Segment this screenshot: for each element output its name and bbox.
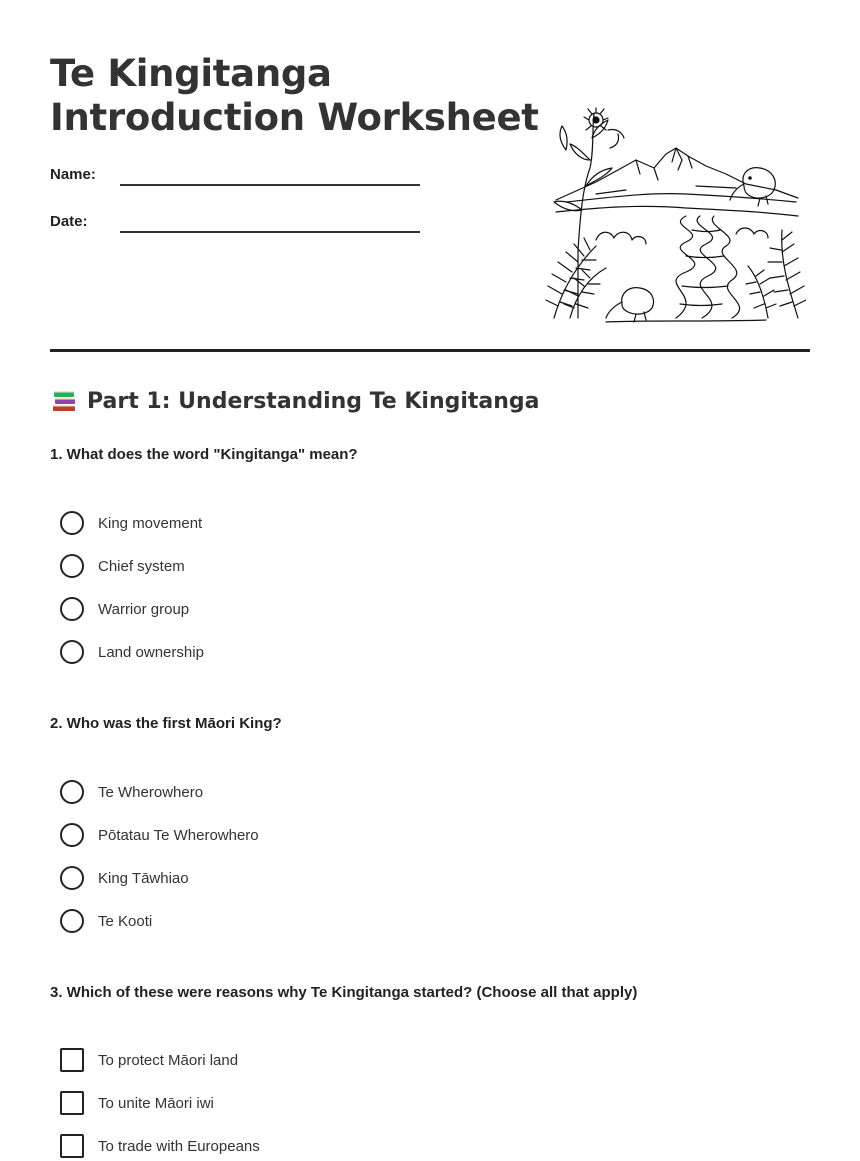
date-input-line[interactable] (120, 231, 420, 233)
option-label: To unite Māori iwi (98, 1094, 214, 1112)
name-label: Name: (50, 166, 96, 183)
q3-option-2[interactable] (60, 1090, 214, 1116)
header-divider (50, 349, 810, 352)
radio-button[interactable] (60, 554, 84, 578)
worksheet-page (50, 0, 810, 1161)
question-2: 2. Who was the first Māori King? (50, 715, 282, 732)
q2-option-4[interactable] (60, 908, 152, 934)
option-label: Pōtatau Te Wherowhero (98, 826, 259, 844)
radio-button[interactable] (60, 823, 84, 847)
radio-button[interactable] (60, 511, 84, 535)
landscape-illustration-icon (536, 90, 806, 325)
q2-option-3[interactable] (60, 865, 189, 891)
q2-option-2[interactable] (60, 822, 259, 848)
option-label: Chief system (98, 557, 185, 575)
date-field (50, 213, 420, 243)
q2-option-1[interactable] (60, 779, 203, 805)
worksheet-title (50, 52, 539, 140)
option-label: King Tāwhiao (98, 869, 189, 887)
q1-option-2[interactable] (60, 553, 185, 579)
radio-button[interactable] (60, 597, 84, 621)
option-label: Warrior group (98, 600, 190, 618)
checkbox[interactable] (60, 1091, 84, 1115)
name-input-line[interactable] (120, 184, 420, 186)
q1-option-1[interactable] (60, 510, 202, 536)
part1-title (50, 388, 540, 414)
option-label: Land ownership (98, 643, 204, 661)
radio-button[interactable] (60, 640, 84, 664)
option-label: King movement (98, 514, 203, 532)
title-line-1: Te Kingitanga (50, 52, 332, 95)
radio-button[interactable] (60, 909, 84, 933)
option-label: To protect Māori land (98, 1051, 239, 1069)
option-label: To trade with Europeans (98, 1137, 260, 1155)
question-1: 1. What does the word "Kingitanga" mean? (50, 446, 358, 463)
checkbox[interactable] (60, 1048, 84, 1072)
books-icon (50, 388, 78, 414)
question-3: 3. Which of these were reasons why Te Kingitanga started? (Choose all that apply) (50, 984, 638, 1001)
q3-option-3[interactable] (60, 1133, 260, 1159)
q3-option-1[interactable] (60, 1047, 238, 1073)
q1-option-3[interactable] (60, 596, 189, 622)
title-line-2: Introduction Worksheet (50, 96, 539, 139)
name-field (50, 166, 420, 196)
q1-option-4[interactable] (60, 639, 204, 665)
radio-button[interactable] (60, 866, 84, 890)
option-label: Te Kooti (98, 912, 153, 930)
part1-title-text: Part 1: Understanding Te Kingitanga (87, 388, 540, 414)
radio-button[interactable] (60, 780, 84, 804)
checkbox[interactable] (60, 1134, 84, 1158)
date-label: Date: (50, 213, 88, 230)
option-label: Te Wherowhero (98, 783, 204, 801)
